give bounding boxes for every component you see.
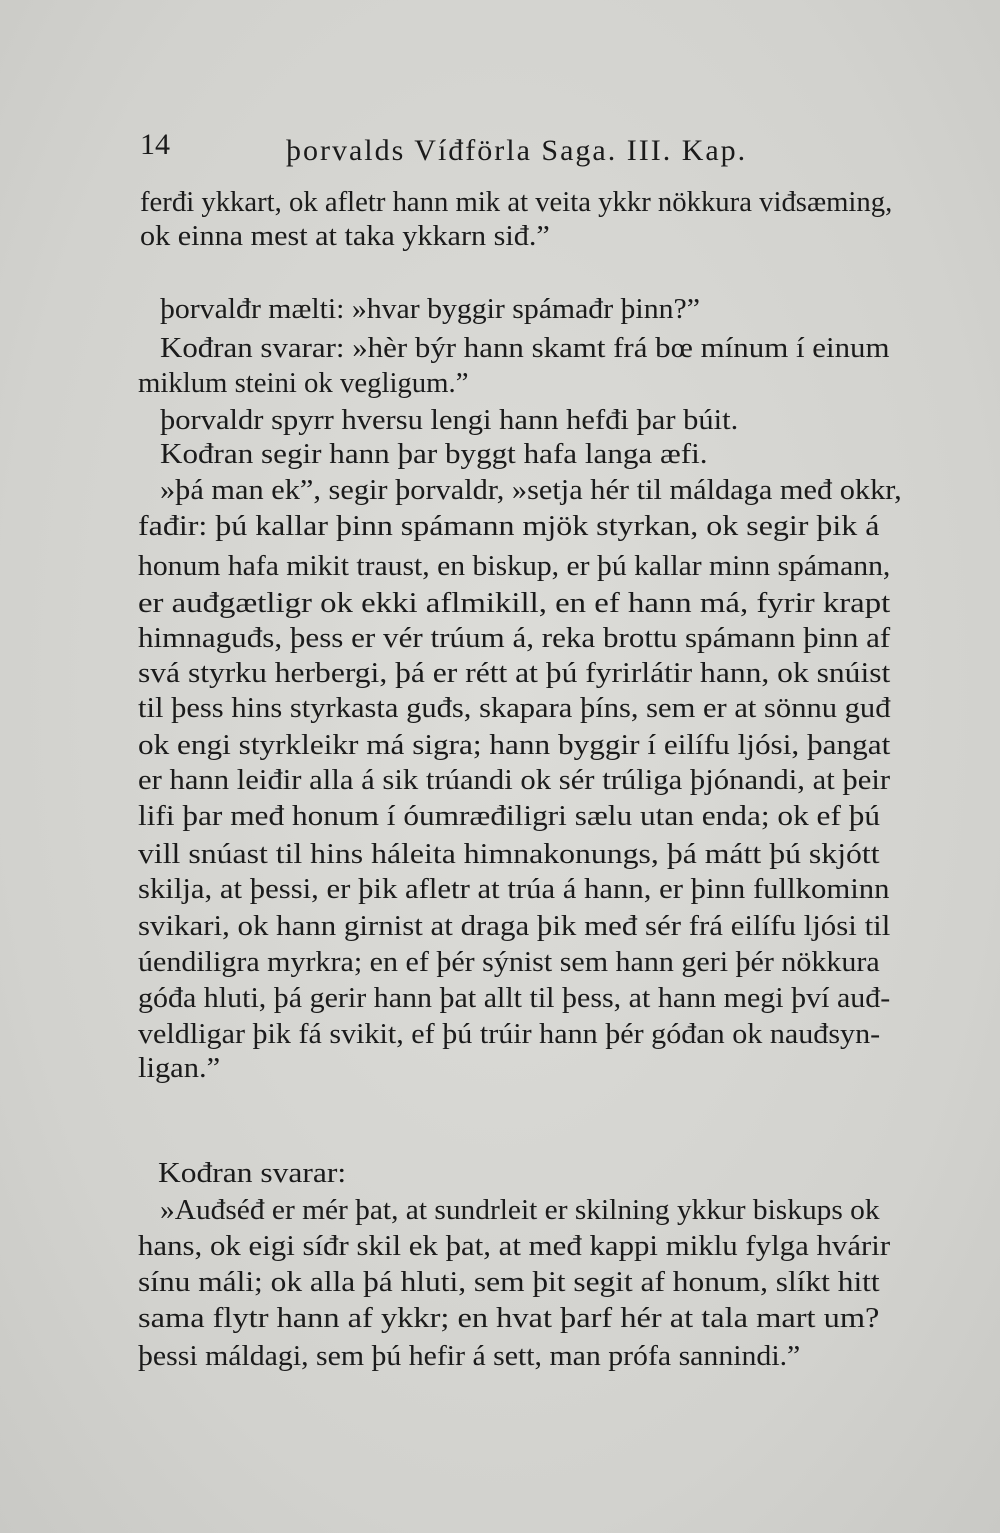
text-line: þorvalđr mælti: »hvar byggir spámađr þinn?” [160,293,700,325]
text-line: ferđi ykkart, ok afletr hann mik at veita ykkr nökkura viđsæming, [140,186,893,218]
text-line: úendiligra myrkra; en ef þér sýnist sem hann geri þér nökkura [138,946,880,978]
text-line: »Auđséđ er mér þat, at sundrleit er skilning ykkur biskups ok [160,1194,880,1226]
text-line: miklum steini ok vegligum.” [138,367,469,399]
text-line: Kođran svarar: »hèr býr hann skamt frá bœ mínum í einum [160,332,890,364]
running-title: þorvalds Víđförla Saga. III. Kap. [286,134,748,167]
text-line: þorvaldr spyrr hversu lengi hann hefđi þar búit. [160,404,739,436]
text-line: lifi þar međ honum í óumræđiligri sælu utan enda; ok ef þú [138,800,881,832]
text-line: þessi máldagi, sem þú hefir á sett, man prófa sannindi.” [138,1340,801,1372]
text-line: veldligar þik fá svikit, ef þú trúir hann þér góđan ok nauđsyn- [138,1018,881,1050]
text-line: Kođran segir hann þar byggt hafa langa æfi. [160,438,708,470]
text-line: skilja, at þessi, er þik afletr at trúa á hann, er þinn fullkominn [138,873,890,905]
text-line: ligan.” [138,1052,221,1084]
text-line: sínu máli; ok alla þá hluti, sem þit segit af honum, slíkt hitt [138,1266,880,1298]
page-number: 14 [140,128,170,161]
text-line: sama flytr hann af ykkr; en hvat þarf hér at tala mart um? [138,1302,880,1334]
text-line: til þess hins styrkasta guđs, skapara þíns, sem er at sönnu guđ [138,692,891,724]
text-line: »þá man ek”, segir þorvaldr, »setja hér til máldaga međ okkr, [160,474,902,506]
text-line: er auđgætligr ok ekki aflmikill, en ef hann má, fyrir krapt [138,587,891,619]
text-line: Kođran svarar: [158,1157,347,1189]
text-line: góđa hluti, þá gerir hann þat allt til þess, at hann megi því auđ- [138,982,891,1014]
text-line: vill snúast til hins háleita himnakonungs, þá mátt þú skjótt [138,838,880,870]
text-line: er hann leiđir alla á sik trúandi ok sér trúliga þjónandi, at þeir [138,764,891,796]
text-line: svikari, ok hann girnist at draga þik međ sér frá eilífu ljósi til [138,910,891,942]
text-line: ok engi styrkleikr má sigra; hann byggir í eilífu ljósi, þangat [138,729,891,761]
text-line: honum hafa mikit traust, en biskup, er þú kallar minn spámann, [138,550,891,582]
text-line: hans, ok eigi síđr skil ek þat, at međ kappi miklu fylga hvárir [138,1230,891,1262]
text-line: svá styrku herbergi, þá er rétt at þú fyrirlátir hann, ok snúist [138,657,891,689]
text-line: fađir: þú kallar þinn spámann mjök styrkan, ok segir þik á [138,510,880,542]
page-header [140,128,900,168]
text-line: ok einna mest at taka ykkarn siđ.” [140,220,550,252]
text-line: himnaguđs, þess er vér trúum á, reka brottu spámann þinn af [138,622,891,654]
